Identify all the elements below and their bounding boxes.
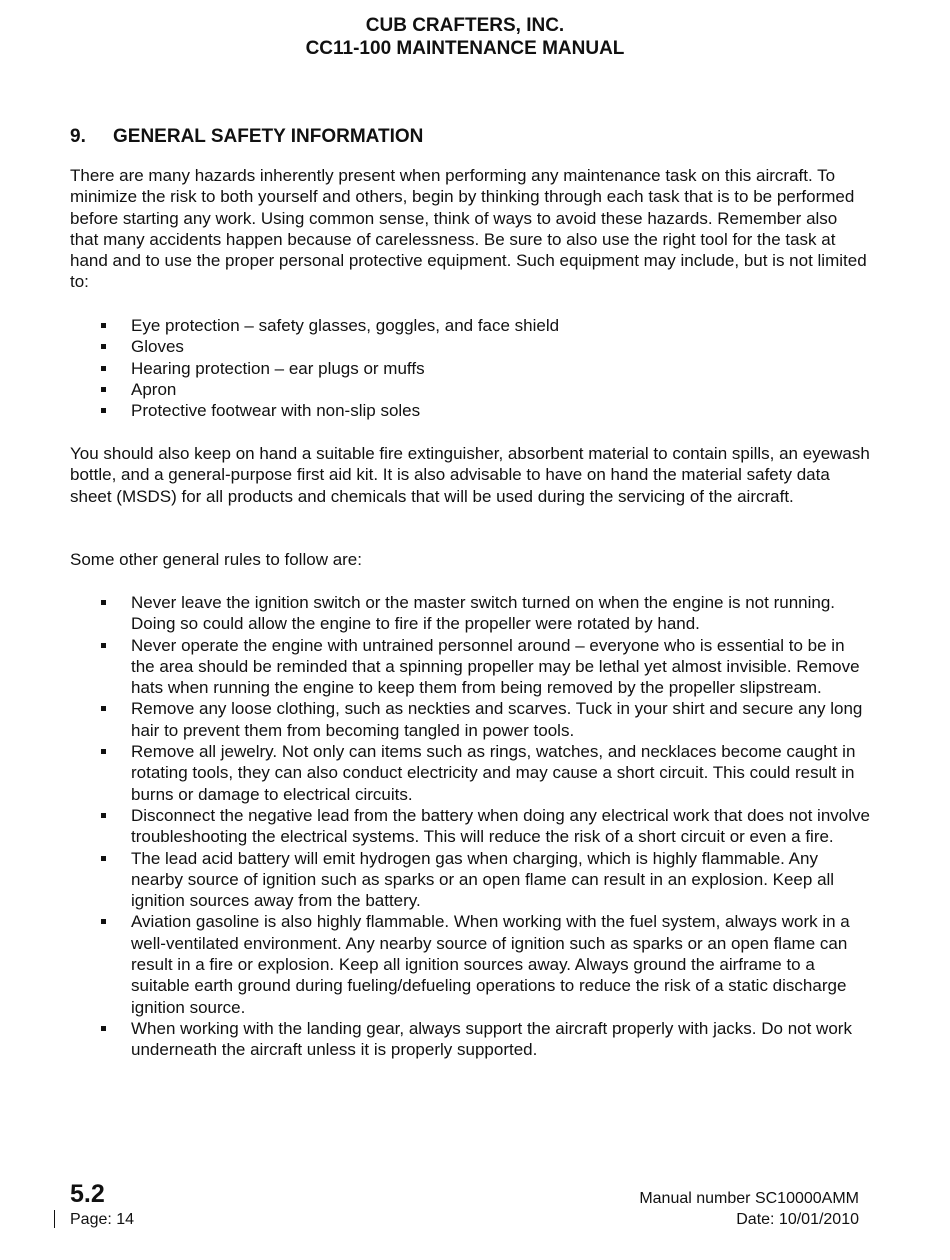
intro-paragraph: There are many hazards inherently present when performing any maintenance task on this aircraft. To minimize the risk to both yourself and others, begin by thinking through each task that is to be performed before starting any work. Using common sense, think of ways to avoid these hazards. Remember also that many accidents happen because of carelessness. Be sure to also use the right tool for the task at hand and to use the proper personal protective equipment. Such equipment may include, but is not limited to: [70, 166, 867, 292]
footer-section-number: 5.2 [70, 1180, 105, 1208]
list-item [70, 358, 870, 379]
list-item-text: Apron [131, 379, 177, 399]
bullet-icon [101, 408, 106, 413]
list-item-text: Disconnect the negative lead from the battery when doing any electrical work that does not involve troubleshooting the electrical systems. This will reduce the risk of a short circuit or even a fire. [131, 805, 870, 847]
bullet-icon [101, 323, 106, 328]
list-item [70, 911, 870, 1017]
list-item [70, 379, 870, 400]
manual-title: CC11-100 MAINTENANCE MANUAL [305, 38, 625, 59]
list-item-text: Gloves [131, 337, 184, 357]
bullet-icon [101, 813, 106, 818]
bullet-icon [101, 387, 106, 392]
list-item-text: Eye protection – safety glasses, goggles, and face shield [131, 316, 560, 335]
list-item [70, 741, 870, 805]
revision-date: Date: 10/01/2010 [736, 1211, 859, 1228]
change-bar [54, 1210, 55, 1228]
company-name: CUB CRAFTERS, INC. [365, 15, 565, 36]
list-item-text: Remove any loose clothing, such as neckties and scarves. Tuck in your shirt and secure any long hair to prevent them from becoming tangled in power tools. [131, 699, 863, 740]
footer-document-info [639, 1188, 859, 1230]
page-header [0, 14, 930, 60]
bullet-icon [101, 643, 106, 648]
manual-number: Manual number SC10000AMM [639, 1190, 859, 1207]
bullet-icon [101, 600, 106, 605]
list-item-text: The lead acid battery will emit hydrogen gas when charging, which is highly flammable. Any nearby source of ignition such as sparks or an open flame can result in an explosion. Keep all ignition sources away from the battery. [131, 848, 835, 911]
list-item [70, 848, 870, 912]
bullet-icon [101, 344, 106, 349]
list-item [70, 400, 870, 421]
list-item-text: Remove all jewelry. Not only can items such as rings, watches, and necklaces become caught in rotating tools, they can also conduct electricity and may cause a short circuit. This could result in burns or damage to electrical circuits. [131, 742, 856, 804]
list-item [70, 592, 870, 635]
bullet-icon [101, 706, 106, 711]
list-item [70, 336, 870, 357]
list-item [70, 805, 870, 848]
list-item-text: Protective footwear with non-slip soles [131, 401, 421, 421]
rules-list [70, 592, 870, 1061]
section-title: GENERAL SAFETY INFORMATION [113, 126, 424, 147]
bullet-icon [101, 856, 106, 861]
rules-intro-paragraph: Some other general rules to follow are: [70, 550, 362, 569]
list-item [70, 635, 870, 699]
list-item [70, 698, 870, 741]
list-item [70, 315, 870, 336]
list-item-text: Hearing protection – ear plugs or muffs [131, 358, 425, 378]
bullet-icon [101, 919, 106, 924]
list-item-text: Never operate the engine with untrained personnel around – everyone who is essential to be in the area should be reminded that a spinning propeller may be lethal yet almost invisible. Remove hats when running the engine to keep them from being removed by the propeller slipstream. [131, 635, 860, 698]
bullet-icon [101, 366, 106, 371]
section-number: 9. [70, 126, 86, 147]
list-item-text: Aviation gasoline is also highly flammable. When working with the fuel system, always work in a well-ventilated environment. Any nearby source of ignition such as sparks or an open flame can result in a fire or explosion. Keep all ignition sources away. Always ground the airframe to a suitable earth ground during fueling/defueling operations to reduce the risk of a static discharge ignition source. [131, 912, 850, 1017]
equipment-list [70, 315, 870, 421]
extinguisher-paragraph: You should also keep on hand a suitable fire extinguisher, absorbent material to contain spills, an eyewash bottle, and a general-purpose first aid kit. It is also advisable to have on hand the material safety data sheet (MSDS) for all products and chemicals that will be used during the servicing of the aircraft. [70, 444, 870, 506]
list-item [70, 1018, 870, 1061]
list-item-text: When working with the landing gear, always support the aircraft properly with jacks. Do not work underneath the aircraft unless it is properly supported. [131, 1018, 852, 1060]
bullet-icon [101, 749, 106, 754]
bullet-icon [101, 1026, 106, 1031]
footer-page-number: Page: 14 [70, 1211, 135, 1228]
section-heading [70, 125, 423, 149]
list-item-text: Never leave the ignition switch or the master switch turned on when the engine is not running. Doing so could allow the engine to fire if the propeller were rotated by hand. [131, 593, 836, 634]
